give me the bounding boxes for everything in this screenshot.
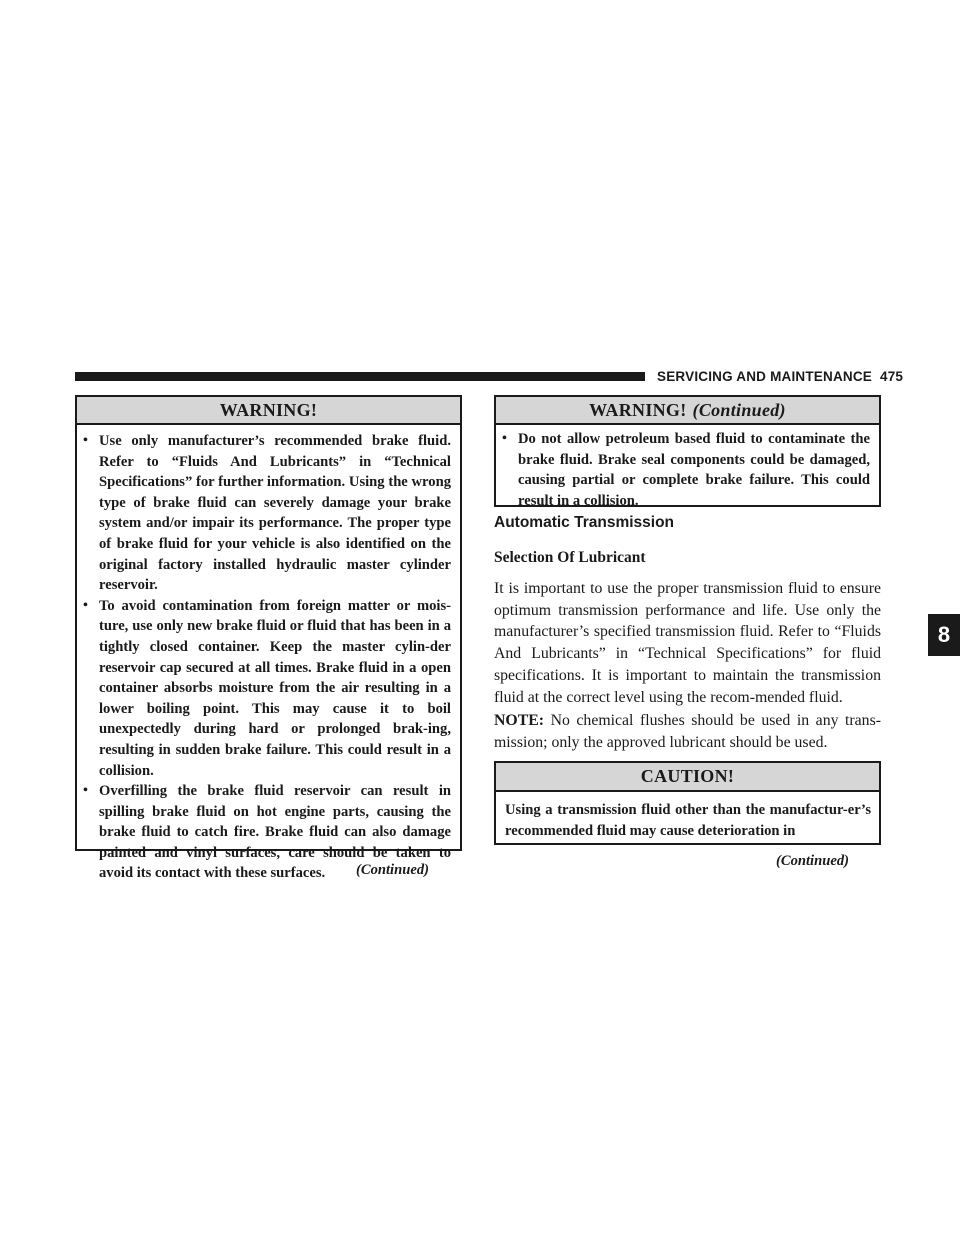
body-paragraph: It is important to use the proper transmission fluid to ensure optimum transmission performance and life. Use only the manufacturer’s specified transmission fluid. Refer to “Fluids And Lubricants” in “Technical Specifications” for fluid specifications. It is important to maintain the transmission fluid at the correct level using the recom-mended fluid. bbox=[494, 580, 881, 706]
sub-heading: Selection Of Lubricant bbox=[494, 549, 646, 566]
chapter-tab: 8 bbox=[928, 614, 960, 656]
note-paragraph bbox=[494, 710, 881, 753]
warning-list bbox=[77, 425, 460, 884]
note-label: NOTE: bbox=[494, 712, 545, 729]
warning-item: • To avoid contamination from foreign matter or mois-ture, use only new brake fluid or fluid that has been in a tightly closed container. Keep the master cylin-der reservoir cap secured at all times. Brake fluid in a open container absorbs moisture from the air resulting in a lower boiling point. This may cause it to boil unexpectedly during hard or prolonged brak-ing, resulting in sudden brake failure. This could result in a collision. bbox=[77, 596, 451, 781]
page-number: 475 bbox=[880, 369, 904, 384]
warning-continued-title bbox=[496, 397, 879, 425]
header-rule bbox=[75, 372, 645, 381]
caution-text: Using a transmission fluid other than the manufactur-er’s recommended fluid may cause deterioration in bbox=[505, 802, 871, 839]
continued-label-left: (Continued) bbox=[356, 862, 429, 878]
caution-title: CAUTION! bbox=[496, 763, 879, 792]
section-heading: Automatic Transmission bbox=[494, 514, 675, 531]
warning-item: • Do not allow petroleum based fluid to contaminate the brake fluid. Brake seal components could be damaged, causing partial or complete brake failure. This could result in a collision. bbox=[496, 429, 870, 511]
warning-continued-box bbox=[494, 395, 881, 507]
warning-title-text: WARNING! bbox=[589, 400, 687, 420]
section-title: SERVICING AND MAINTENANCE bbox=[657, 369, 873, 384]
warning-title: WARNING! bbox=[77, 397, 460, 425]
caution-box bbox=[494, 761, 881, 845]
note-text: No chemical flushes should be used in any trans-mission; only the approved lubricant should be used. bbox=[494, 712, 881, 751]
warning-continued-list bbox=[496, 425, 879, 511]
warning-title-suffix: (Continued) bbox=[692, 400, 786, 420]
continued-label-right: (Continued) bbox=[776, 853, 849, 869]
warning-item: • Use only manufacturer’s recommended brake fluid. Refer to “Fluids And Lubricants” in “Technical Specifications” for further information. Using the wrong type of brake fluid can severely damage your brake system and/or impair its performance. The proper type of brake fluid for your vehicle is also identified on the original factory installed hydraulic master cylinder reservoir. bbox=[77, 431, 451, 596]
warning-item: • Overfilling the brake fluid reservoir can result in spilling brake fluid on hot engine parts, causing the brake fluid to catch fire. Brake fluid can also damage painted and vinyl surfaces, care should be taken to avoid its contact with these surfaces. bbox=[77, 781, 451, 884]
running-header bbox=[657, 369, 903, 384]
